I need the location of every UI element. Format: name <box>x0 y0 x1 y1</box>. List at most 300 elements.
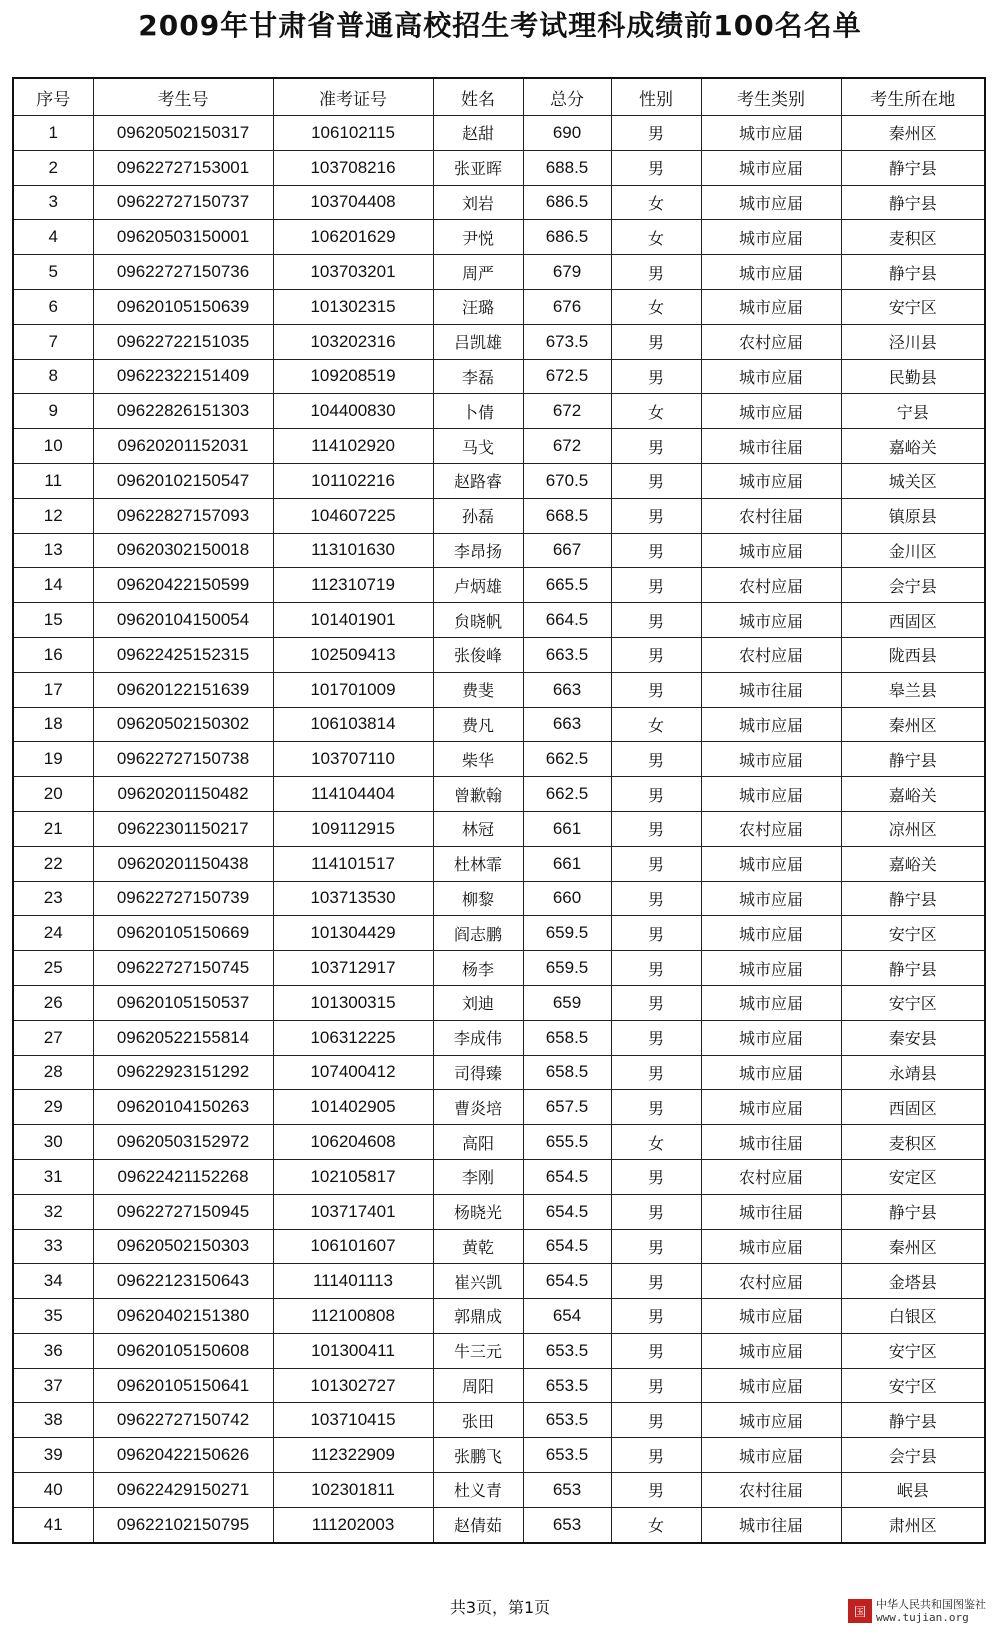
cell-location: 西固区 <box>841 603 985 638</box>
cell-exam-id: 09620503152972 <box>93 1125 273 1160</box>
cell-name: 曹炎培 <box>433 1090 523 1125</box>
cell-gender: 男 <box>611 811 701 846</box>
cell-location: 静宁县 <box>841 951 985 986</box>
cell-name: 曾歉翰 <box>433 777 523 812</box>
cell-exam-id: 09620201150438 <box>93 846 273 881</box>
cell-category: 农村往届 <box>701 498 841 533</box>
cell-name: 张俊峰 <box>433 637 523 672</box>
cell-gender: 男 <box>611 1473 701 1508</box>
cell-category: 城市应届 <box>701 1299 841 1334</box>
cell-name: 张田 <box>433 1403 523 1438</box>
cell-ticket: 103707110 <box>273 742 433 777</box>
cell-score: 657.5 <box>523 1090 611 1125</box>
cell-location: 静宁县 <box>841 742 985 777</box>
cell-exam-id: 09622727150736 <box>93 255 273 290</box>
cell-ticket: 109112915 <box>273 811 433 846</box>
seal-icon: 国 <box>848 1599 872 1623</box>
cell-category: 农村往届 <box>701 1473 841 1508</box>
cell-category: 城市应届 <box>701 289 841 324</box>
cell-score: 653 <box>523 1473 611 1508</box>
cell-exam-id: 09620122151639 <box>93 672 273 707</box>
cell-score: 686.5 <box>523 185 611 220</box>
cell-category: 城市应届 <box>701 463 841 498</box>
cell-score: 662.5 <box>523 777 611 812</box>
cell-category: 城市应届 <box>701 1090 841 1125</box>
cell-ticket: 103717401 <box>273 1194 433 1229</box>
cell-category: 城市应届 <box>701 603 841 638</box>
cell-score: 662.5 <box>523 742 611 777</box>
cell-category: 城市往届 <box>701 1194 841 1229</box>
table-row <box>13 533 985 568</box>
cell-gender: 女 <box>611 1125 701 1160</box>
cell-name: 贠晓帆 <box>433 603 523 638</box>
cell-category: 城市应届 <box>701 951 841 986</box>
header-cell-gender: 性别 <box>611 78 701 116</box>
cell-score: 672.5 <box>523 359 611 394</box>
cell-seq: 11 <box>13 463 93 498</box>
cell-score: 673.5 <box>523 324 611 359</box>
cell-gender: 男 <box>611 324 701 359</box>
table-row <box>13 1438 985 1473</box>
cell-gender: 男 <box>611 846 701 881</box>
table-row <box>13 185 985 220</box>
cell-name: 李磊 <box>433 359 523 394</box>
header-row <box>13 78 985 116</box>
cell-seq: 15 <box>13 603 93 638</box>
cell-score: 658.5 <box>523 1020 611 1055</box>
cell-ticket: 107400412 <box>273 1055 433 1090</box>
cell-exam-id: 09622826151303 <box>93 394 273 429</box>
cell-ticket: 104400830 <box>273 394 433 429</box>
cell-gender: 男 <box>611 951 701 986</box>
table-row <box>13 1159 985 1194</box>
cell-ticket: 101304429 <box>273 916 433 951</box>
cell-gender: 男 <box>611 881 701 916</box>
cell-location: 永靖县 <box>841 1055 985 1090</box>
cell-exam-id: 09622827157093 <box>93 498 273 533</box>
header-cell-score: 总分 <box>523 78 611 116</box>
header-cell-exam-id: 考生号 <box>93 78 273 116</box>
cell-ticket: 101401901 <box>273 603 433 638</box>
cell-category: 城市应届 <box>701 1368 841 1403</box>
cell-category: 农村应届 <box>701 811 841 846</box>
cell-seq: 26 <box>13 985 93 1020</box>
table-row <box>13 1333 985 1368</box>
cell-score: 653.5 <box>523 1368 611 1403</box>
cell-exam-id: 09620105150537 <box>93 985 273 1020</box>
cell-gender: 女 <box>611 220 701 255</box>
cell-ticket: 101302727 <box>273 1368 433 1403</box>
cell-category: 城市应届 <box>701 185 841 220</box>
cell-category: 农村应届 <box>701 1264 841 1299</box>
cell-exam-id: 09620402151380 <box>93 1299 273 1334</box>
cell-gender: 男 <box>611 1159 701 1194</box>
table-row <box>13 220 985 255</box>
cell-name: 牛三元 <box>433 1333 523 1368</box>
cell-name: 卜倩 <box>433 394 523 429</box>
cell-score: 661 <box>523 811 611 846</box>
cell-name: 杜义青 <box>433 1473 523 1508</box>
cell-seq: 13 <box>13 533 93 568</box>
cell-ticket: 109208519 <box>273 359 433 394</box>
cell-seq: 33 <box>13 1229 93 1264</box>
cell-location: 陇西县 <box>841 637 985 672</box>
cell-exam-id: 09620422150599 <box>93 568 273 603</box>
cell-name: 卢炳雄 <box>433 568 523 603</box>
cell-seq: 38 <box>13 1403 93 1438</box>
cell-location: 会宁县 <box>841 1438 985 1473</box>
cell-name: 马戈 <box>433 429 523 464</box>
cell-ticket: 112100808 <box>273 1299 433 1334</box>
cell-location: 秦州区 <box>841 707 985 742</box>
cell-location: 嘉峪关 <box>841 429 985 464</box>
cell-exam-id: 09620105150669 <box>93 916 273 951</box>
cell-name: 崔兴凯 <box>433 1264 523 1299</box>
cell-gender: 男 <box>611 463 701 498</box>
cell-seq: 21 <box>13 811 93 846</box>
cell-gender: 男 <box>611 672 701 707</box>
cell-gender: 男 <box>611 1333 701 1368</box>
cell-gender: 男 <box>611 1020 701 1055</box>
cell-category: 城市应届 <box>701 1229 841 1264</box>
cell-seq: 36 <box>13 1333 93 1368</box>
cell-ticket: 104607225 <box>273 498 433 533</box>
cell-score: 667 <box>523 533 611 568</box>
cell-ticket: 103710415 <box>273 1403 433 1438</box>
table-row <box>13 707 985 742</box>
cell-exam-id: 09622727150945 <box>93 1194 273 1229</box>
cell-location: 秦州区 <box>841 1229 985 1264</box>
cell-score: 665.5 <box>523 568 611 603</box>
cell-seq: 41 <box>13 1507 93 1542</box>
cell-score: 654.5 <box>523 1194 611 1229</box>
cell-category: 城市应届 <box>701 916 841 951</box>
cell-exam-id: 09620105150639 <box>93 289 273 324</box>
cell-exam-id: 09622727150737 <box>93 185 273 220</box>
cell-exam-id: 09620522155814 <box>93 1020 273 1055</box>
cell-category: 城市应届 <box>701 1055 841 1090</box>
cell-exam-id: 09622727150738 <box>93 742 273 777</box>
cell-location: 城关区 <box>841 463 985 498</box>
cell-category: 农村应届 <box>701 637 841 672</box>
cell-seq: 1 <box>13 116 93 151</box>
watermark-name: 中华人民共和国图鉴社 <box>876 1598 986 1611</box>
cell-seq: 28 <box>13 1055 93 1090</box>
table-row <box>13 1020 985 1055</box>
cell-name: 李成伟 <box>433 1020 523 1055</box>
cell-ticket: 102301811 <box>273 1473 433 1508</box>
cell-category: 城市应届 <box>701 220 841 255</box>
cell-score: 659.5 <box>523 951 611 986</box>
cell-gender: 男 <box>611 1090 701 1125</box>
table-row <box>13 811 985 846</box>
cell-seq: 23 <box>13 881 93 916</box>
cell-name: 吕凯雄 <box>433 324 523 359</box>
cell-ticket: 103712917 <box>273 951 433 986</box>
table-row <box>13 881 985 916</box>
cell-name: 黄乾 <box>433 1229 523 1264</box>
cell-location: 宁县 <box>841 394 985 429</box>
table-row <box>13 603 985 638</box>
cell-seq: 18 <box>13 707 93 742</box>
cell-gender: 男 <box>611 359 701 394</box>
cell-location: 安宁区 <box>841 1368 985 1403</box>
table-row <box>13 1403 985 1438</box>
cell-ticket: 106201629 <box>273 220 433 255</box>
cell-category: 城市应届 <box>701 116 841 151</box>
cell-exam-id: 09620201150482 <box>93 777 273 812</box>
cell-ticket: 114102920 <box>273 429 433 464</box>
table-row <box>13 1299 985 1334</box>
cell-exam-id: 09622123150643 <box>93 1264 273 1299</box>
cell-seq: 12 <box>13 498 93 533</box>
cell-name: 赵甜 <box>433 116 523 151</box>
cell-location: 白银区 <box>841 1299 985 1334</box>
cell-location: 肃州区 <box>841 1507 985 1542</box>
cell-score: 661 <box>523 846 611 881</box>
cell-seq: 14 <box>13 568 93 603</box>
cell-gender: 男 <box>611 637 701 672</box>
table-row <box>13 116 985 151</box>
cell-exam-id: 09620201152031 <box>93 429 273 464</box>
cell-location: 秦安县 <box>841 1020 985 1055</box>
cell-score: 688.5 <box>523 150 611 185</box>
cell-gender: 男 <box>611 1299 701 1334</box>
cell-gender: 男 <box>611 777 701 812</box>
cell-location: 泾川县 <box>841 324 985 359</box>
cell-exam-id: 09622923151292 <box>93 1055 273 1090</box>
cell-gender: 男 <box>611 985 701 1020</box>
cell-ticket: 103713530 <box>273 881 433 916</box>
cell-location: 安宁区 <box>841 916 985 951</box>
cell-exam-id: 09620104150263 <box>93 1090 273 1125</box>
cell-name: 李昂扬 <box>433 533 523 568</box>
watermark-url: www.tujian.org <box>876 1611 969 1624</box>
cell-gender: 男 <box>611 533 701 568</box>
table-row <box>13 1194 985 1229</box>
cell-gender: 男 <box>611 1438 701 1473</box>
cell-exam-id: 09620502150302 <box>93 707 273 742</box>
table-row <box>13 985 985 1020</box>
cell-ticket: 102105817 <box>273 1159 433 1194</box>
header-cell-name: 姓名 <box>433 78 523 116</box>
cell-location: 静宁县 <box>841 255 985 290</box>
cell-location: 金塔县 <box>841 1264 985 1299</box>
table-row <box>13 359 985 394</box>
cell-exam-id: 09620502150303 <box>93 1229 273 1264</box>
cell-ticket: 106101607 <box>273 1229 433 1264</box>
cell-name: 杨李 <box>433 951 523 986</box>
cell-category: 城市应届 <box>701 1438 841 1473</box>
cell-name: 周阳 <box>433 1368 523 1403</box>
cell-name: 孙磊 <box>433 498 523 533</box>
cell-category: 城市应届 <box>701 742 841 777</box>
cell-score: 654 <box>523 1299 611 1334</box>
cell-location: 秦州区 <box>841 116 985 151</box>
cell-category: 农村应届 <box>701 324 841 359</box>
cell-score: 679 <box>523 255 611 290</box>
cell-score: 670.5 <box>523 463 611 498</box>
cell-gender: 男 <box>611 1194 701 1229</box>
cell-seq: 10 <box>13 429 93 464</box>
cell-name: 司得臻 <box>433 1055 523 1090</box>
cell-ticket: 106102115 <box>273 116 433 151</box>
cell-seq: 32 <box>13 1194 93 1229</box>
cell-exam-id: 09620502150317 <box>93 116 273 151</box>
table-row <box>13 637 985 672</box>
cell-name: 郭鼎成 <box>433 1299 523 1334</box>
header-cell-category: 考生类别 <box>701 78 841 116</box>
cell-exam-id: 09622727150742 <box>93 1403 273 1438</box>
cell-location: 民勤县 <box>841 359 985 394</box>
cell-seq: 4 <box>13 220 93 255</box>
table-row <box>13 324 985 359</box>
cell-name: 张亚晖 <box>433 150 523 185</box>
table-row <box>13 255 985 290</box>
table-row <box>13 1090 985 1125</box>
cell-ticket: 114101517 <box>273 846 433 881</box>
cell-category: 城市应届 <box>701 846 841 881</box>
cell-seq: 30 <box>13 1125 93 1160</box>
cell-category: 城市往届 <box>701 1507 841 1542</box>
cell-gender: 女 <box>611 185 701 220</box>
cell-name: 费斐 <box>433 672 523 707</box>
table-row <box>13 429 985 464</box>
cell-ticket: 101302315 <box>273 289 433 324</box>
cell-score: 654.5 <box>523 1229 611 1264</box>
cell-name: 张鹏飞 <box>433 1438 523 1473</box>
cell-location: 静宁县 <box>841 881 985 916</box>
table-row <box>13 1264 985 1299</box>
cell-gender: 男 <box>611 150 701 185</box>
cell-category: 城市应届 <box>701 881 841 916</box>
cell-seq: 31 <box>13 1159 93 1194</box>
cell-location: 嘉峪关 <box>841 777 985 812</box>
cell-seq: 8 <box>13 359 93 394</box>
cell-category: 城市往届 <box>701 429 841 464</box>
watermark-text <box>876 1598 986 1624</box>
cell-seq: 40 <box>13 1473 93 1508</box>
cell-ticket: 103704408 <box>273 185 433 220</box>
cell-seq: 24 <box>13 916 93 951</box>
table-row <box>13 846 985 881</box>
table-row <box>13 1368 985 1403</box>
cell-score: 653.5 <box>523 1333 611 1368</box>
cell-exam-id: 09620102150547 <box>93 463 273 498</box>
cell-seq: 2 <box>13 150 93 185</box>
cell-seq: 34 <box>13 1264 93 1299</box>
cell-name: 赵路睿 <box>433 463 523 498</box>
table-row <box>13 1507 985 1542</box>
cell-ticket: 111202003 <box>273 1507 433 1542</box>
cell-name: 汪璐 <box>433 289 523 324</box>
table-row <box>13 1229 985 1264</box>
cell-category: 城市往届 <box>701 1125 841 1160</box>
cell-category: 城市应届 <box>701 359 841 394</box>
cell-seq: 19 <box>13 742 93 777</box>
table-row <box>13 1125 985 1160</box>
cell-seq: 6 <box>13 289 93 324</box>
cell-name: 柴华 <box>433 742 523 777</box>
cell-name: 阎志鹏 <box>433 916 523 951</box>
cell-gender: 男 <box>611 1368 701 1403</box>
page-indicator: 共3页，第1页 <box>449 1598 551 1617</box>
cell-gender: 男 <box>611 429 701 464</box>
cell-category: 城市应届 <box>701 1333 841 1368</box>
cell-location: 嘉峪关 <box>841 846 985 881</box>
cell-score: 686.5 <box>523 220 611 255</box>
cell-score: 659.5 <box>523 916 611 951</box>
table-row <box>13 777 985 812</box>
cell-location: 安定区 <box>841 1159 985 1194</box>
cell-score: 668.5 <box>523 498 611 533</box>
cell-ticket: 112322909 <box>273 1438 433 1473</box>
cell-exam-id: 09620302150018 <box>93 533 273 568</box>
cell-name: 李刚 <box>433 1159 523 1194</box>
cell-location: 金川区 <box>841 533 985 568</box>
cell-ticket: 106103814 <box>273 707 433 742</box>
cell-score: 676 <box>523 289 611 324</box>
header-cell-location: 考生所在地 <box>841 78 985 116</box>
cell-category: 城市应届 <box>701 255 841 290</box>
cell-name: 杨晓光 <box>433 1194 523 1229</box>
table-row <box>13 568 985 603</box>
cell-exam-id: 09622301150217 <box>93 811 273 846</box>
cell-category: 城市应届 <box>701 707 841 742</box>
cell-seq: 29 <box>13 1090 93 1125</box>
cell-exam-id: 09620105150608 <box>93 1333 273 1368</box>
cell-seq: 9 <box>13 394 93 429</box>
table-row <box>13 289 985 324</box>
cell-exam-id: 09622727150739 <box>93 881 273 916</box>
score-table <box>12 77 986 1544</box>
cell-ticket: 101300315 <box>273 985 433 1020</box>
cell-seq: 25 <box>13 951 93 986</box>
cell-ticket: 114104404 <box>273 777 433 812</box>
cell-seq: 27 <box>13 1020 93 1055</box>
cell-gender: 男 <box>611 1055 701 1090</box>
cell-ticket: 111401113 <box>273 1264 433 1299</box>
cell-exam-id: 09622421152268 <box>93 1159 273 1194</box>
header-cell-ticket: 准考证号 <box>273 78 433 116</box>
cell-gender: 女 <box>611 394 701 429</box>
cell-ticket: 106312225 <box>273 1020 433 1055</box>
table-row <box>13 916 985 951</box>
cell-exam-id: 09620422150626 <box>93 1438 273 1473</box>
cell-location: 岷县 <box>841 1473 985 1508</box>
cell-ticket: 103202316 <box>273 324 433 359</box>
cell-gender: 男 <box>611 568 701 603</box>
cell-seq: 35 <box>13 1299 93 1334</box>
cell-seq: 20 <box>13 777 93 812</box>
cell-ticket: 101701009 <box>273 672 433 707</box>
table-row <box>13 1055 985 1090</box>
cell-category: 城市应届 <box>701 1020 841 1055</box>
cell-exam-id: 09622322151409 <box>93 359 273 394</box>
header-cell-seq: 序号 <box>13 78 93 116</box>
cell-exam-id: 09622429150271 <box>93 1473 273 1508</box>
cell-name: 林冠 <box>433 811 523 846</box>
cell-score: 653.5 <box>523 1403 611 1438</box>
cell-name: 费凡 <box>433 707 523 742</box>
cell-exam-id: 09620104150054 <box>93 603 273 638</box>
cell-score: 658.5 <box>523 1055 611 1090</box>
table-row <box>13 150 985 185</box>
cell-exam-id: 09622727150745 <box>93 951 273 986</box>
table-body <box>13 116 985 1543</box>
cell-score: 655.5 <box>523 1125 611 1160</box>
cell-name: 周严 <box>433 255 523 290</box>
